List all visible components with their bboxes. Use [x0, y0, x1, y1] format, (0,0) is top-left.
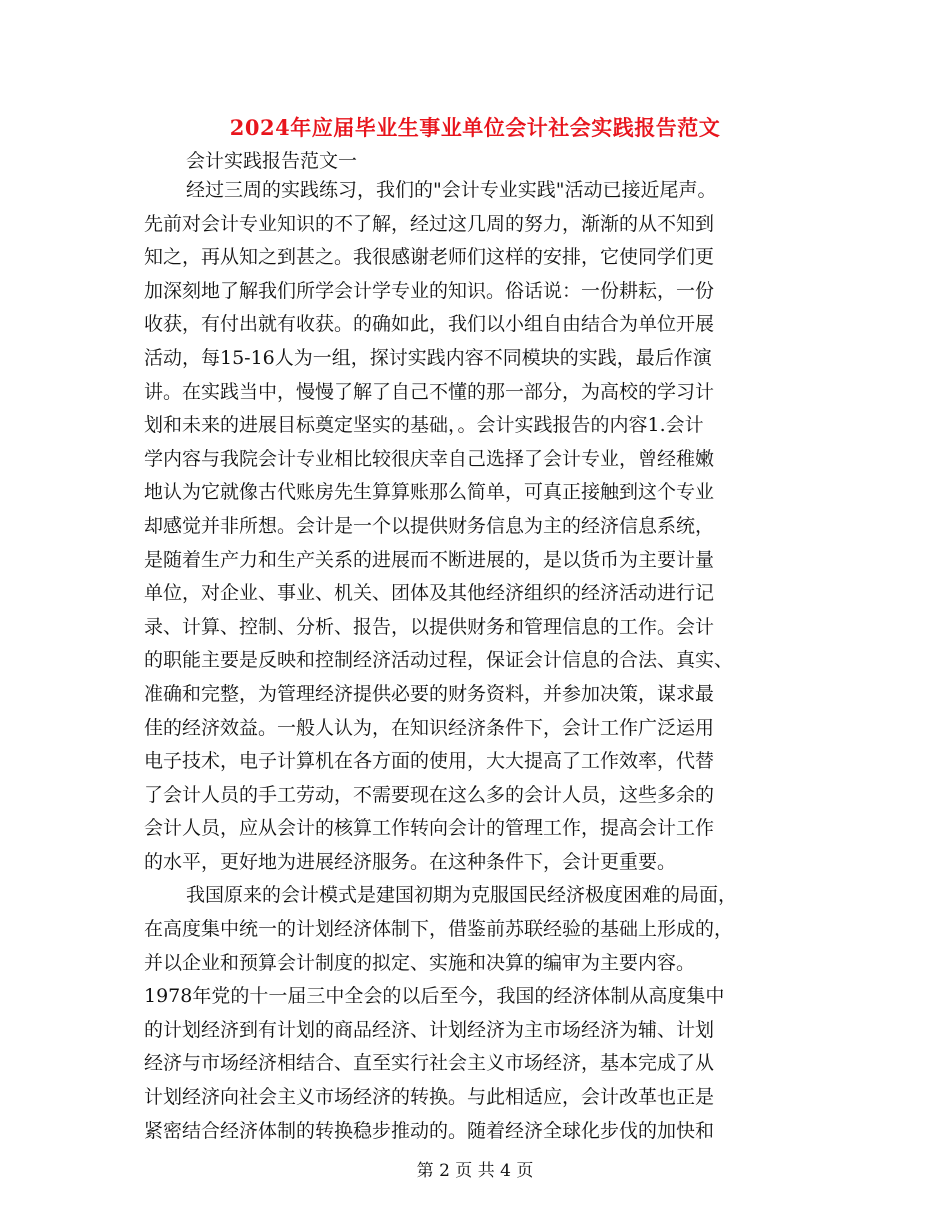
text-line: 经过三周的实践练习，我们的"会计专业实践"活动已接近尾声。 — [186, 179, 717, 201]
text-line: 先前对会计专业知识的不了解，经过这几周的努力，渐渐的从不知到 — [144, 212, 715, 235]
text-line: 活动，每15-16人为一组，探讨实践内容不同模块的实践，最后作演 — [144, 346, 712, 369]
text-line: 紧密结合经济体制的转换稳步推动的。随着经济全球化步伐的加快和 — [144, 1119, 715, 1142]
text-line: 收获，有付出就有收获。的确如此，我们以小组自由结合为单位开展 — [144, 313, 715, 336]
text-line: 地认为它就像古代账房先生算算账那么简单，可真正接触到这个专业 — [144, 481, 715, 504]
document-body — [144, 174, 806, 1148]
text-line: 学内容与我院会计专业相比较很庆幸自己选择了会计专业，曾经稚嫩 — [144, 447, 715, 470]
text-line: 的水平，更好地为进展经济服务。在这种条件下，会计更重要。 — [144, 850, 677, 873]
text-line: 会计人员，应从会计的核算工作转向会计的管理工作，提高会计工作 — [144, 817, 715, 840]
text-line: 划和未来的进展目标奠定坚实的基础，。会计实践报告的内容1.会计 — [144, 414, 704, 437]
text-line: 我国原来的会计模式是建国初期为克服国民经济极度困难的局面， — [186, 884, 738, 907]
text-line: 讲。在实践当中，慢慢了解了自己不懂的那一部分，为高校的学习计 — [144, 380, 715, 403]
text-line: 知之，再从知之到甚之。我很感谢老师们这样的安排，它使同学们更 — [144, 246, 715, 269]
paragraph-2 — [144, 879, 806, 1148]
page-footer: 第 2 页 共 4 页 — [416, 1161, 534, 1181]
text-line: 录、计算、控制、分析、报告，以提供财务和管理信息的工作。会计 — [144, 615, 715, 638]
text-line: 了会计人员的手工劳动，不需要现在这么多的会计人员，这些多余的 — [144, 783, 715, 806]
text-line: 单位，对企业、事业、机关、团体及其他经济组织的经济活动进行记 — [144, 582, 715, 605]
text-line: 准确和完整，为管理经济提供必要的财务资料，并参加决策，谋求最 — [144, 682, 715, 705]
text-line: 佳的经济效益。一般人认为，在知识经济条件下，会计工作广泛运用 — [144, 716, 715, 739]
document-title: 2024年应届毕业生事业单位会计社会实践报告范文 — [229, 115, 721, 140]
text-line: 却感觉并非所想。会计是一个以提供财务信息为主的经济信息系统， — [144, 514, 715, 537]
text-line: 是随着生产力和生产关系的进展而不断进展的，是以货币为主要计量 — [144, 548, 715, 571]
text-line: 并以企业和预算会计制度的拟定、实施和决算的编审为主要内容。 — [144, 951, 696, 974]
text-line: 在高度集中统一的计划经济体制下，借鉴前苏联经验的基础上形成的， — [144, 918, 734, 941]
text-line: 计划经济向社会主义市场经济的转换。与此相适应，会计改革也正是 — [144, 1086, 715, 1109]
text-line: 电子技术，电子计算机在各方面的使用，大大提高了工作效率，代替 — [144, 750, 715, 773]
text-line: 经济与市场经济相结合、直至实行社会主义市场经济，基本完成了从 — [144, 1052, 715, 1075]
section-subheading: 会计实践报告范文一 — [186, 150, 358, 172]
text-line: 加深刻地了解我们所学会计学专业的知识。俗话说：一份耕耘，一份 — [144, 279, 715, 302]
paragraph-1 — [144, 174, 806, 879]
text-line: 的职能主要是反映和控制经济活动过程，保证会计信息的合法、真实、 — [144, 649, 734, 672]
text-line: 1978年党的十一届三中全会的以后至今，我国的经济体制从高度集中 — [144, 985, 725, 1008]
text-line: 的计划经济到有计划的商品经济、计划经济为主市场经济为辅、计划 — [144, 1018, 715, 1041]
